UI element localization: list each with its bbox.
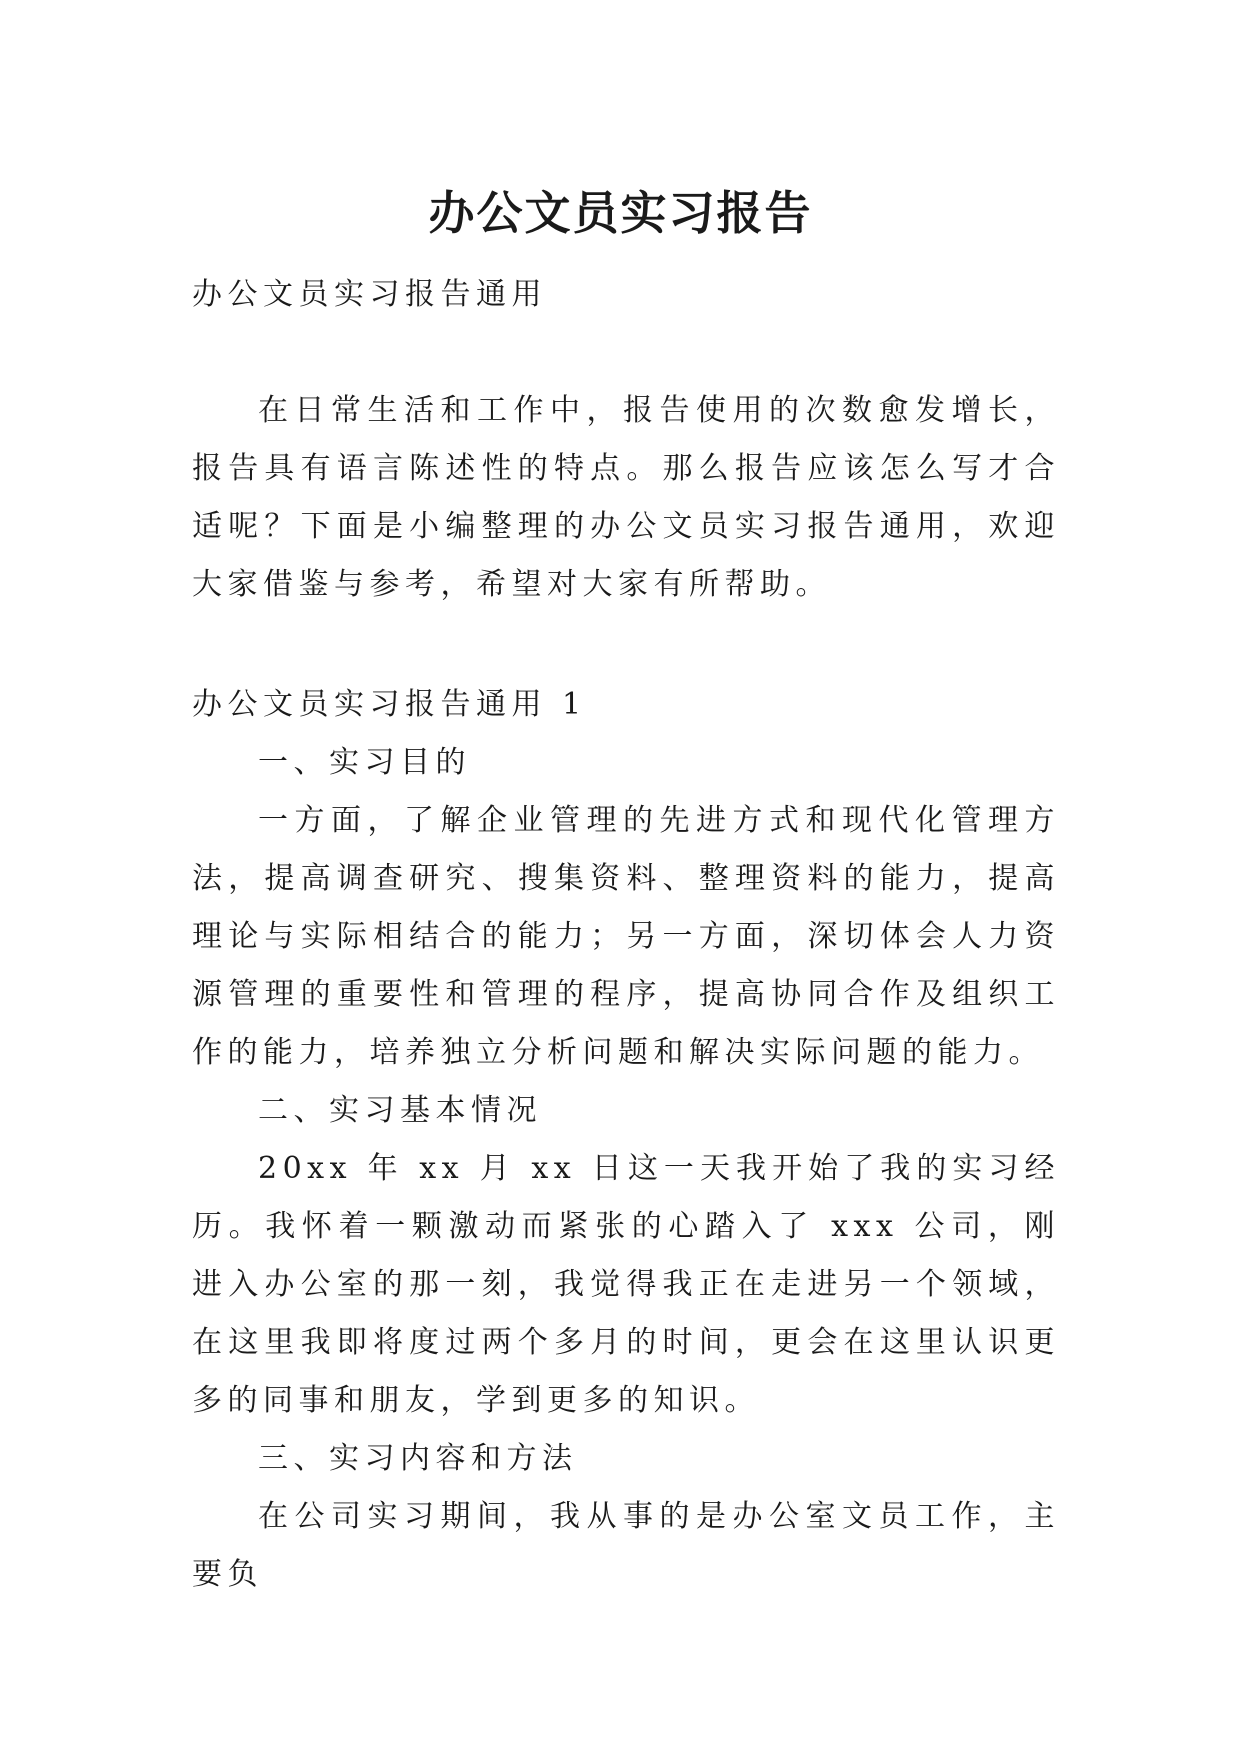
section-title: 办公文员实习报告通用 1 (192, 687, 587, 722)
paragraph-purpose: 一方面，了解企业管理的先进方式和现代化管理方法，提高调查研究、搜集资料、整理资料的能力，提高理论与实际相结合的能力；另一方面，深切体会人力资源管理的重要性和管理的程序，提高协同合作及组织工作的能力，培养独立分析问题和解决实际问题的能力。 (192, 803, 1060, 1070)
paragraph-content-methods: 在公司实习期间，我从事的是办公室文员工作，主要负 (192, 1499, 1060, 1592)
document-body (192, 266, 1060, 1604)
document-subtitle: 办公文员实习报告通用 (192, 277, 547, 312)
paragraph-basic-situation: 20xx 年 xx 月 xx 日这一天我开始了我的实习经历。我怀着一颗激动而紧张的心踏入了 xxx 公司，刚进入办公室的那一刻，我觉得我正在走进另一个领域，在这里我即将度过两个多月的时间，更会在这里认识更多的同事和朋友，学到更多的知识。 (192, 1151, 1060, 1418)
heading-purpose: 一、实习目的 (258, 745, 471, 780)
heading-content-methods: 三、实习内容和方法 (258, 1441, 578, 1476)
document-title: 办公文员实习报告 (428, 185, 813, 240)
intro-paragraph: 在日常生活和工作中，报告使用的次数愈发增长，报告具有语言陈述性的特点。那么报告应该怎么写才合适呢？下面是小编整理的办公文员实习报告通用，欢迎大家借鉴与参考，希望对大家有所帮助。 (192, 393, 1060, 602)
heading-basic-situation: 二、实习基本情况 (258, 1093, 542, 1128)
